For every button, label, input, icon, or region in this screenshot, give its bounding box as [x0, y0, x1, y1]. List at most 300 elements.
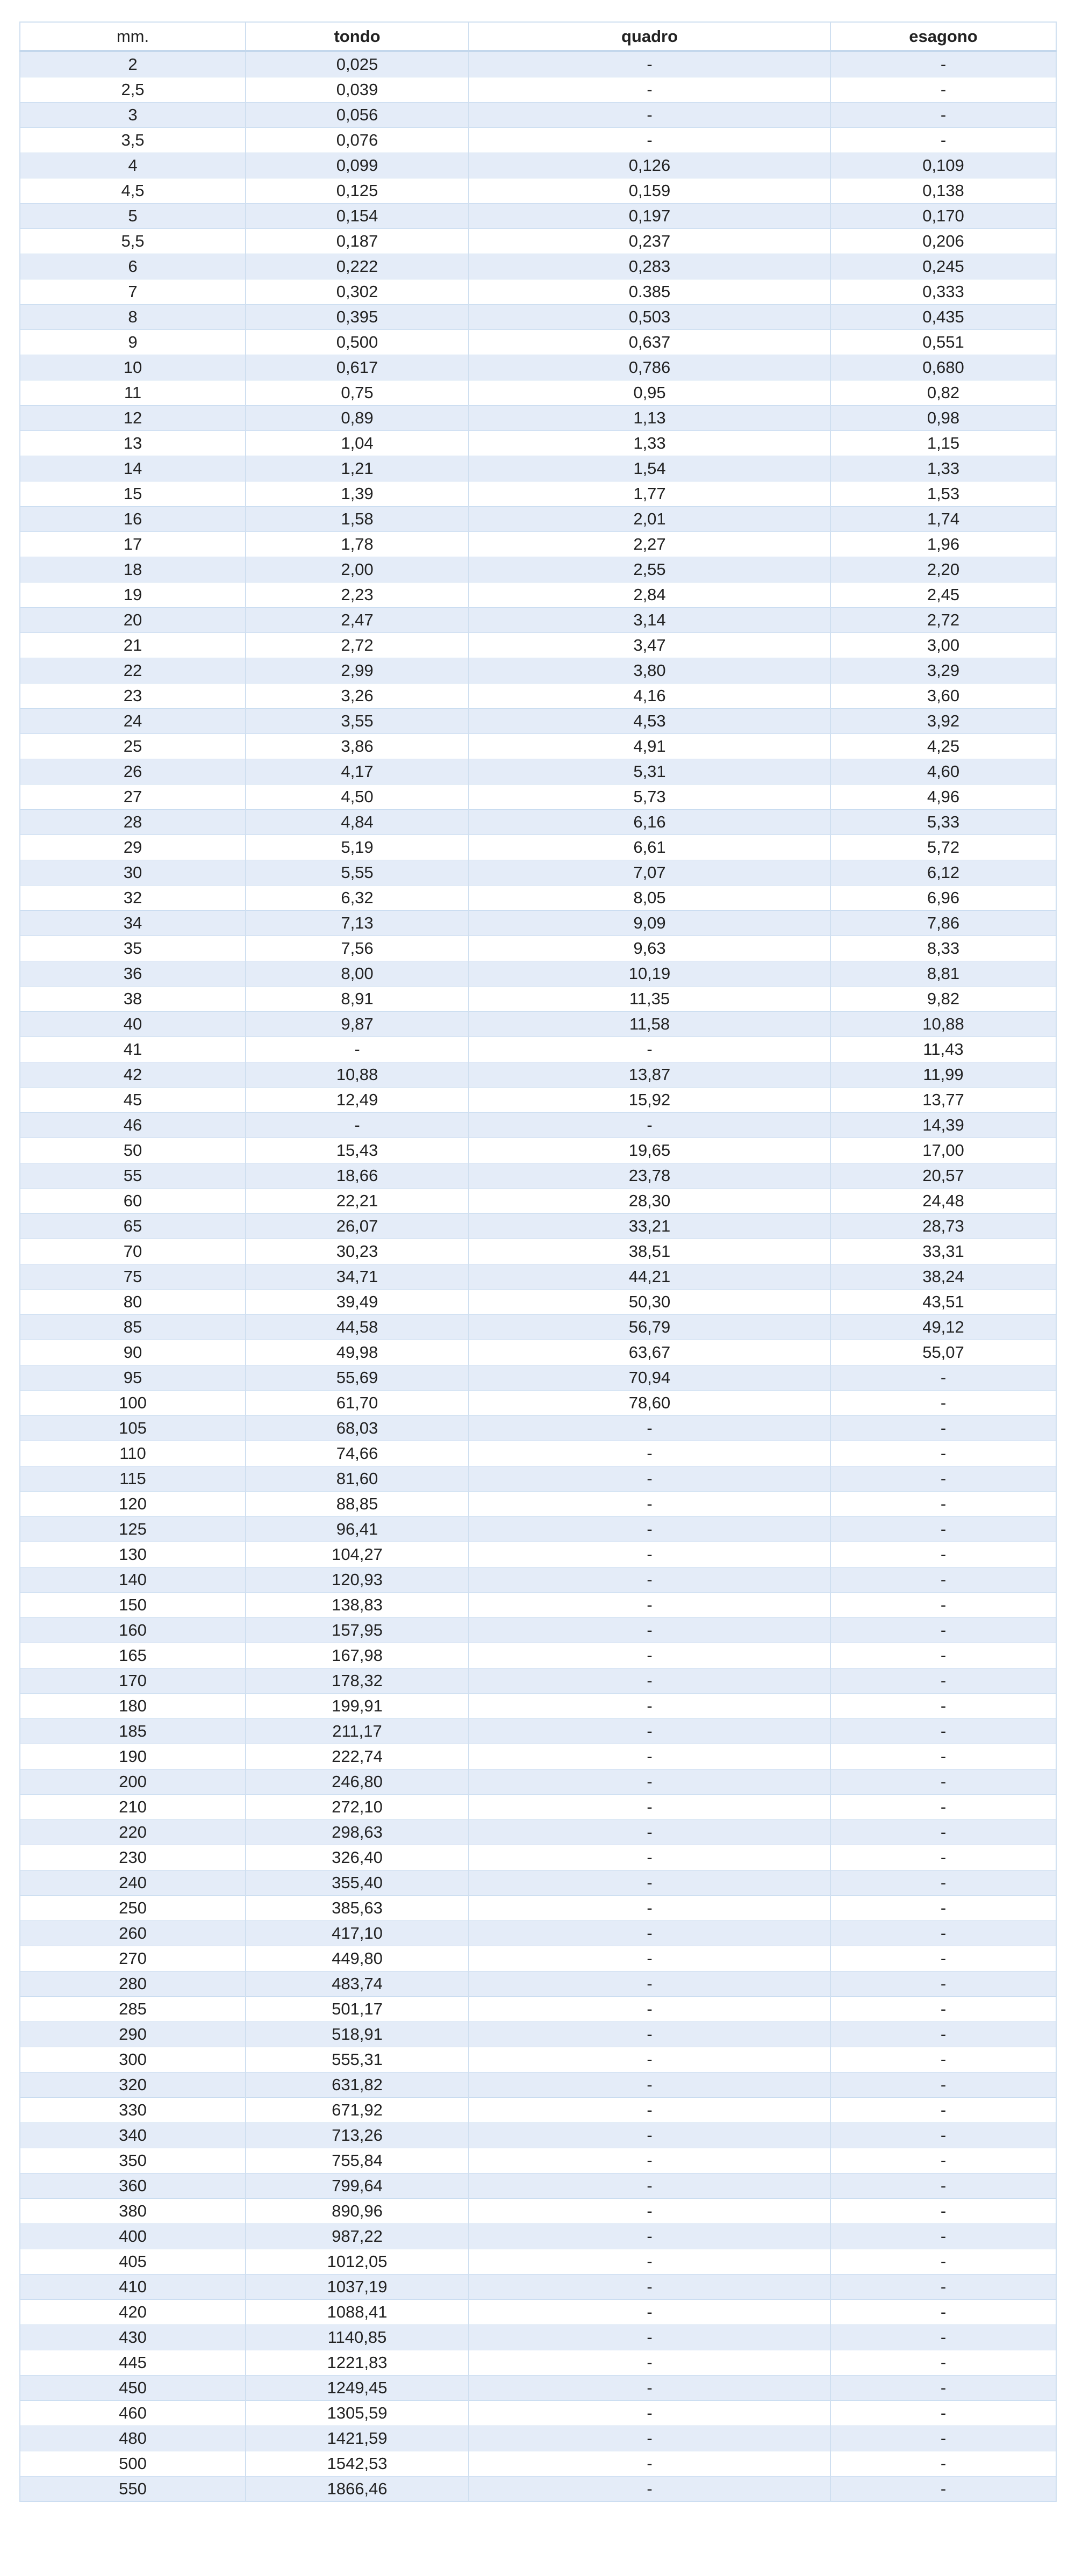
- cell-mm: 23: [20, 683, 246, 709]
- cell-quadro: 0,283: [469, 254, 830, 279]
- table-row: [20, 128, 1056, 153]
- cell-mm: 4: [20, 153, 246, 178]
- cell-mm: 36: [20, 961, 246, 987]
- cell-tondo: 74,66: [246, 1441, 469, 1466]
- cell-tondo: 4,84: [246, 810, 469, 835]
- cell-mm: 320: [20, 2073, 246, 2098]
- cell-tondo: 272,10: [246, 1795, 469, 1820]
- cell-quadro: -: [469, 2300, 830, 2325]
- cell-tondo: 1,21: [246, 456, 469, 481]
- cell-tondo: 246,80: [246, 1769, 469, 1795]
- cell-quadro: 4,91: [469, 734, 830, 759]
- table-row: [20, 936, 1056, 961]
- cell-esagono: 6,96: [830, 886, 1056, 911]
- cell-quadro: -: [469, 103, 830, 128]
- cell-tondo: 417,10: [246, 1921, 469, 1946]
- cell-mm: 120: [20, 1492, 246, 1517]
- cell-quadro: 38,51: [469, 1239, 830, 1264]
- cell-esagono: 0,98: [830, 406, 1056, 431]
- table-body: [20, 51, 1056, 2502]
- cell-esagono: 1,74: [830, 507, 1056, 532]
- cell-quadro: 11,58: [469, 1012, 830, 1037]
- cell-mm: 230: [20, 1845, 246, 1870]
- cell-mm: 360: [20, 2174, 246, 2199]
- table-row: [20, 860, 1056, 886]
- cell-tondo: 755,84: [246, 2148, 469, 2174]
- cell-quadro: 70,94: [469, 1365, 830, 1391]
- cell-esagono: -: [830, 2300, 1056, 2325]
- cell-mm: 330: [20, 2098, 246, 2123]
- cell-esagono: 0,138: [830, 178, 1056, 204]
- cell-tondo: 68,03: [246, 1416, 469, 1441]
- table-row: [20, 279, 1056, 305]
- column-header-quadro: quadro: [469, 22, 830, 51]
- cell-mm: 10: [20, 355, 246, 380]
- table-row: [20, 1769, 1056, 1795]
- cell-quadro: 1,13: [469, 406, 830, 431]
- cell-mm: 34: [20, 911, 246, 936]
- cell-mm: 240: [20, 1870, 246, 1896]
- cell-esagono: 7,86: [830, 911, 1056, 936]
- cell-quadro: 0,503: [469, 305, 830, 330]
- cell-esagono: 4,25: [830, 734, 1056, 759]
- cell-quadro: -: [469, 1517, 830, 1542]
- cell-esagono: 20,57: [830, 1163, 1056, 1189]
- cell-quadro: -: [469, 1744, 830, 1769]
- cell-quadro: -: [469, 2047, 830, 2073]
- cell-tondo: 671,92: [246, 2098, 469, 2123]
- cell-tondo: 1088,41: [246, 2300, 469, 2325]
- cell-tondo: 1305,59: [246, 2401, 469, 2426]
- cell-esagono: -: [830, 2249, 1056, 2275]
- cell-quadro: -: [469, 1593, 830, 1618]
- cell-esagono: 13,77: [830, 1088, 1056, 1113]
- cell-quadro: 4,16: [469, 683, 830, 709]
- cell-quadro: -: [469, 2477, 830, 2502]
- cell-quadro: -: [469, 2022, 830, 2047]
- table-row: [20, 1643, 1056, 1668]
- table-row: [20, 911, 1056, 936]
- table-row: [20, 658, 1056, 683]
- table-row: [20, 835, 1056, 860]
- cell-quadro: -: [469, 2123, 830, 2148]
- cell-mm: 16: [20, 507, 246, 532]
- table-row: [20, 2426, 1056, 2451]
- cell-quadro: 0,126: [469, 153, 830, 178]
- cell-tondo: 555,31: [246, 2047, 469, 2073]
- cell-quadro: -: [469, 1946, 830, 1971]
- table-row: [20, 582, 1056, 608]
- cell-quadro: 13,87: [469, 1062, 830, 1088]
- table-row: [20, 1239, 1056, 1264]
- cell-quadro: -: [469, 2199, 830, 2224]
- cell-esagono: 2,45: [830, 582, 1056, 608]
- cell-quadro: -: [469, 1668, 830, 1694]
- table-header: [20, 22, 1056, 51]
- cell-esagono: 0,206: [830, 229, 1056, 254]
- cell-esagono: -: [830, 2047, 1056, 2073]
- cell-quadro: 1,33: [469, 431, 830, 456]
- cell-tondo: 298,63: [246, 1820, 469, 1845]
- cell-quadro: -: [469, 2401, 830, 2426]
- cell-esagono: -: [830, 2199, 1056, 2224]
- cell-quadro: 9,63: [469, 936, 830, 961]
- cell-mm: 8: [20, 305, 246, 330]
- table-row: [20, 178, 1056, 204]
- table-row: [20, 2123, 1056, 2148]
- cell-tondo: 22,21: [246, 1189, 469, 1214]
- cell-quadro: -: [469, 2275, 830, 2300]
- cell-quadro: 8,05: [469, 886, 830, 911]
- cell-tondo: 2,00: [246, 557, 469, 582]
- cell-mm: 60: [20, 1189, 246, 1214]
- cell-mm: 165: [20, 1643, 246, 1668]
- cell-quadro: 19,65: [469, 1138, 830, 1163]
- cell-tondo: 2,23: [246, 582, 469, 608]
- cell-quadro: -: [469, 2224, 830, 2249]
- cell-esagono: 55,07: [830, 1340, 1056, 1365]
- cell-quadro: -: [469, 2426, 830, 2451]
- cell-esagono: -: [830, 2325, 1056, 2350]
- cell-esagono: -: [830, 1896, 1056, 1921]
- table-row: [20, 2275, 1056, 2300]
- table-row: [20, 2300, 1056, 2325]
- table-row: [20, 1466, 1056, 1492]
- cell-esagono: -: [830, 2401, 1056, 2426]
- cell-esagono: -: [830, 1744, 1056, 1769]
- table-row: [20, 608, 1056, 633]
- table-row: [20, 2098, 1056, 2123]
- cell-esagono: -: [830, 2022, 1056, 2047]
- cell-tondo: 1,39: [246, 481, 469, 507]
- cell-esagono: 1,15: [830, 431, 1056, 456]
- table-row: [20, 1214, 1056, 1239]
- cell-quadro: -: [469, 1416, 830, 1441]
- cell-quadro: 10,19: [469, 961, 830, 987]
- cell-esagono: -: [830, 1441, 1056, 1466]
- cell-mm: 29: [20, 835, 246, 860]
- table-row: [20, 557, 1056, 582]
- cell-tondo: 1,04: [246, 431, 469, 456]
- table-row: [20, 1946, 1056, 1971]
- cell-quadro: 44,21: [469, 1264, 830, 1290]
- cell-esagono: -: [830, 2073, 1056, 2098]
- cell-quadro: -: [469, 1719, 830, 1744]
- cell-tondo: 0,617: [246, 355, 469, 380]
- cell-esagono: 1,96: [830, 532, 1056, 557]
- header-row: [20, 22, 1056, 51]
- table-row: [20, 2325, 1056, 2350]
- cell-mm: 105: [20, 1416, 246, 1441]
- cell-tondo: 8,00: [246, 961, 469, 987]
- cell-quadro: 23,78: [469, 1163, 830, 1189]
- cell-esagono: -: [830, 1997, 1056, 2022]
- table-row: [20, 380, 1056, 406]
- cell-mm: 210: [20, 1795, 246, 1820]
- cell-quadro: -: [469, 1542, 830, 1567]
- cell-tondo: 987,22: [246, 2224, 469, 2249]
- cell-tondo: 44,58: [246, 1315, 469, 1340]
- cell-mm: 75: [20, 1264, 246, 1290]
- cell-esagono: -: [830, 1365, 1056, 1391]
- cell-tondo: 34,71: [246, 1264, 469, 1290]
- column-header-tondo: tondo: [246, 22, 469, 51]
- cell-tondo: 178,32: [246, 1668, 469, 1694]
- cell-tondo: 49,98: [246, 1340, 469, 1365]
- cell-tondo: 96,41: [246, 1517, 469, 1542]
- cell-esagono: -: [830, 2451, 1056, 2477]
- cell-esagono: -: [830, 128, 1056, 153]
- cell-tondo: 138,83: [246, 1593, 469, 1618]
- cell-tondo: 5,55: [246, 860, 469, 886]
- cell-quadro: -: [469, 1567, 830, 1593]
- cell-tondo: 1,58: [246, 507, 469, 532]
- cell-esagono: -: [830, 2224, 1056, 2249]
- cell-mm: 20: [20, 608, 246, 633]
- cell-esagono: -: [830, 1694, 1056, 1719]
- cell-mm: 19: [20, 582, 246, 608]
- cell-tondo: 0,056: [246, 103, 469, 128]
- cell-quadro: 7,07: [469, 860, 830, 886]
- cell-esagono: -: [830, 1921, 1056, 1946]
- table-row: [20, 204, 1056, 229]
- table-row: [20, 1845, 1056, 1870]
- cell-tondo: 4,17: [246, 759, 469, 785]
- cell-esagono: 0,333: [830, 279, 1056, 305]
- table-row: [20, 1870, 1056, 1896]
- table-row: [20, 507, 1056, 532]
- cell-tondo: 55,69: [246, 1365, 469, 1391]
- table-row: [20, 1290, 1056, 1315]
- cell-mm: 405: [20, 2249, 246, 2275]
- cell-quadro: -: [469, 1113, 830, 1138]
- cell-tondo: 9,87: [246, 1012, 469, 1037]
- cell-tondo: 3,26: [246, 683, 469, 709]
- cell-esagono: 0,170: [830, 204, 1056, 229]
- cell-esagono: -: [830, 1618, 1056, 1643]
- cell-mm: 260: [20, 1921, 246, 1946]
- cell-mm: 42: [20, 1062, 246, 1088]
- cell-esagono: 0,680: [830, 355, 1056, 380]
- table-row: [20, 77, 1056, 103]
- cell-esagono: 43,51: [830, 1290, 1056, 1315]
- cell-mm: 3,5: [20, 128, 246, 153]
- cell-tondo: 81,60: [246, 1466, 469, 1492]
- cell-quadro: 5,31: [469, 759, 830, 785]
- table-row: [20, 1037, 1056, 1062]
- cell-mm: 140: [20, 1567, 246, 1593]
- table-row: [20, 1391, 1056, 1416]
- cell-quadro: -: [469, 1896, 830, 1921]
- cell-quadro: -: [469, 1492, 830, 1517]
- cell-quadro: -: [469, 1466, 830, 1492]
- cell-tondo: 0,025: [246, 51, 469, 77]
- cell-esagono: 0,551: [830, 330, 1056, 355]
- cell-mm: 4,5: [20, 178, 246, 204]
- cell-quadro: 6,61: [469, 835, 830, 860]
- cell-mm: 270: [20, 1946, 246, 1971]
- cell-quadro: 11,35: [469, 987, 830, 1012]
- cell-tondo: 0,125: [246, 178, 469, 204]
- cell-mm: 420: [20, 2300, 246, 2325]
- cell-mm: 11: [20, 380, 246, 406]
- table-row: [20, 2199, 1056, 2224]
- cell-mm: 180: [20, 1694, 246, 1719]
- cell-quadro: -: [469, 1618, 830, 1643]
- cell-tondo: -: [246, 1037, 469, 1062]
- table-row: [20, 1567, 1056, 1593]
- cell-esagono: 24,48: [830, 1189, 1056, 1214]
- cell-tondo: 8,91: [246, 987, 469, 1012]
- cell-quadro: 63,67: [469, 1340, 830, 1365]
- cell-mm: 130: [20, 1542, 246, 1567]
- cell-esagono: -: [830, 1391, 1056, 1416]
- cell-mm: 550: [20, 2477, 246, 2502]
- cell-quadro: -: [469, 1971, 830, 1997]
- cell-esagono: 9,82: [830, 987, 1056, 1012]
- cell-esagono: -: [830, 1820, 1056, 1845]
- cell-tondo: 1,78: [246, 532, 469, 557]
- table-row: [20, 431, 1056, 456]
- cell-esagono: 0,82: [830, 380, 1056, 406]
- cell-quadro: 15,92: [469, 1088, 830, 1113]
- cell-mm: 5,5: [20, 229, 246, 254]
- cell-tondo: 1221,83: [246, 2350, 469, 2376]
- table-row: [20, 229, 1056, 254]
- cell-mm: 3: [20, 103, 246, 128]
- cell-tondo: 0,039: [246, 77, 469, 103]
- cell-quadro: 0,786: [469, 355, 830, 380]
- table-row: [20, 330, 1056, 355]
- cell-quadro: -: [469, 1921, 830, 1946]
- cell-quadro: 2,27: [469, 532, 830, 557]
- table-row: [20, 1315, 1056, 1340]
- cell-esagono: -: [830, 1567, 1056, 1593]
- cell-mm: 45: [20, 1088, 246, 1113]
- cell-tondo: 222,74: [246, 1744, 469, 1769]
- cell-quadro: -: [469, 2249, 830, 2275]
- cell-esagono: -: [830, 2174, 1056, 2199]
- cell-esagono: 33,31: [830, 1239, 1056, 1264]
- cell-mm: 65: [20, 1214, 246, 1239]
- cell-mm: 200: [20, 1769, 246, 1795]
- cell-mm: 12: [20, 406, 246, 431]
- table-row: [20, 1012, 1056, 1037]
- cell-mm: 32: [20, 886, 246, 911]
- cell-mm: 380: [20, 2199, 246, 2224]
- table-row: [20, 734, 1056, 759]
- cell-tondo: 1542,53: [246, 2451, 469, 2477]
- cell-tondo: 1421,59: [246, 2426, 469, 2451]
- cell-esagono: 8,33: [830, 936, 1056, 961]
- cell-tondo: 3,55: [246, 709, 469, 734]
- table-row: [20, 2174, 1056, 2199]
- cell-quadro: 0,95: [469, 380, 830, 406]
- cell-mm: 35: [20, 936, 246, 961]
- cell-tondo: 0,099: [246, 153, 469, 178]
- cell-esagono: 49,12: [830, 1315, 1056, 1340]
- cell-tondo: 385,63: [246, 1896, 469, 1921]
- cell-esagono: -: [830, 1946, 1056, 1971]
- cell-quadro: 56,79: [469, 1315, 830, 1340]
- cell-esagono: 8,81: [830, 961, 1056, 987]
- cell-tondo: 120,93: [246, 1567, 469, 1593]
- table-row: [20, 1163, 1056, 1189]
- cell-quadro: 33,21: [469, 1214, 830, 1239]
- cell-quadro: -: [469, 1795, 830, 1820]
- cell-esagono: 5,33: [830, 810, 1056, 835]
- cell-esagono: 3,29: [830, 658, 1056, 683]
- cell-tondo: 890,96: [246, 2199, 469, 2224]
- cell-mm: 125: [20, 1517, 246, 1542]
- cell-mm: 15: [20, 481, 246, 507]
- cell-tondo: 61,70: [246, 1391, 469, 1416]
- table-row: [20, 1264, 1056, 1290]
- table-row: [20, 785, 1056, 810]
- cell-mm: 6: [20, 254, 246, 279]
- table-row: [20, 1719, 1056, 1744]
- cell-quadro: 5,73: [469, 785, 830, 810]
- cell-esagono: -: [830, 1668, 1056, 1694]
- cell-mm: 2: [20, 51, 246, 77]
- cell-mm: 220: [20, 1820, 246, 1845]
- table-row: [20, 1744, 1056, 1769]
- cell-esagono: -: [830, 1643, 1056, 1668]
- cell-mm: 13: [20, 431, 246, 456]
- cell-tondo: 1866,46: [246, 2477, 469, 2502]
- cell-esagono: -: [830, 2350, 1056, 2376]
- cell-tondo: 88,85: [246, 1492, 469, 1517]
- cell-mm: 38: [20, 987, 246, 1012]
- cell-esagono: 28,73: [830, 1214, 1056, 1239]
- cell-tondo: -: [246, 1113, 469, 1138]
- cell-quadro: 2,55: [469, 557, 830, 582]
- cell-tondo: 167,98: [246, 1643, 469, 1668]
- table-row: [20, 709, 1056, 734]
- table-row: [20, 2376, 1056, 2401]
- cell-mm: 340: [20, 2123, 246, 2148]
- cell-tondo: 7,13: [246, 911, 469, 936]
- cell-mm: 350: [20, 2148, 246, 2174]
- cell-quadro: -: [469, 2073, 830, 2098]
- cell-esagono: 0,109: [830, 153, 1056, 178]
- table-row: [20, 2451, 1056, 2477]
- table-row: [20, 1997, 1056, 2022]
- cell-quadro: 0.385: [469, 279, 830, 305]
- cell-mm: 190: [20, 1744, 246, 1769]
- cell-quadro: 2,84: [469, 582, 830, 608]
- cell-esagono: -: [830, 2477, 1056, 2502]
- cell-quadro: -: [469, 1694, 830, 1719]
- cell-tondo: 5,19: [246, 835, 469, 860]
- cell-tondo: 483,74: [246, 1971, 469, 1997]
- cell-mm: 90: [20, 1340, 246, 1365]
- cell-esagono: -: [830, 2123, 1056, 2148]
- cell-mm: 40: [20, 1012, 246, 1037]
- cell-tondo: 39,49: [246, 1290, 469, 1315]
- table-row: [20, 1593, 1056, 1618]
- cell-esagono: 5,72: [830, 835, 1056, 860]
- weight-table-container: [19, 21, 1056, 2502]
- cell-esagono: 0,245: [830, 254, 1056, 279]
- cell-quadro: -: [469, 2350, 830, 2376]
- table-row: [20, 886, 1056, 911]
- table-row: [20, 1921, 1056, 1946]
- cell-tondo: 157,95: [246, 1618, 469, 1643]
- cell-tondo: 4,50: [246, 785, 469, 810]
- cell-mm: 28: [20, 810, 246, 835]
- cell-mm: 450: [20, 2376, 246, 2401]
